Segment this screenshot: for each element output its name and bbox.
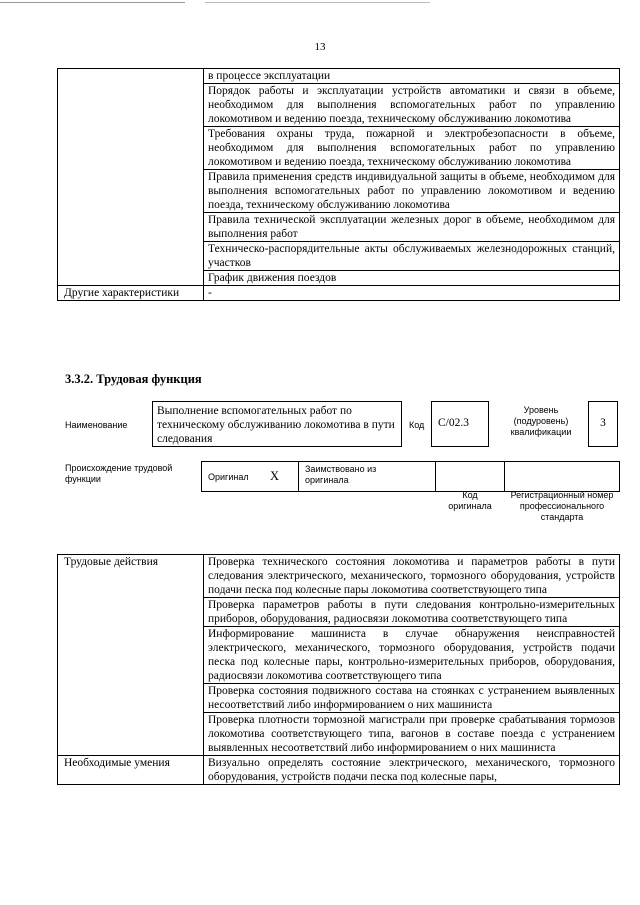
original-cell xyxy=(201,461,299,492)
level-box xyxy=(588,401,618,447)
function-name-value: Выполнение вспомогательных работ по техническому обслуживанию локомотива в пути следования xyxy=(157,405,395,445)
table-cell: - xyxy=(204,286,620,301)
table-cell: Правила применения средств индивидуальной защиты в объеме, необходимом для выполнения вспомогательных работ по управлению локомотивом и ведению поезда, техническому обслуживанию локомотива xyxy=(204,170,620,213)
table-cell: Проверка технического состояния локомотива и параметров работы в пути следования электрического, механического, тормозного оборудования, устройств подачи песка под колесные пары локомотива соответствующего типа xyxy=(204,555,620,598)
page-number: 13 xyxy=(314,41,326,53)
level-value: 3 xyxy=(600,417,606,429)
origin-code-caption: Код оригинала xyxy=(448,490,492,511)
row-label-empty xyxy=(58,69,204,286)
origin-label: Происхождение трудовой функции xyxy=(65,463,173,484)
origin-code-cell xyxy=(435,461,505,492)
borrowed-label: Заимствовано из оригинала xyxy=(305,464,377,485)
level-label: Уровень (подуровень) квалификации xyxy=(510,405,572,437)
table-cell: Визуально определять состояние электрического, механического, тормозного оборудования, устройств подачи песка под колесные пары, xyxy=(204,756,620,785)
reg-number-cell xyxy=(504,461,620,492)
code-label: Код xyxy=(409,420,425,430)
table-row xyxy=(58,555,620,598)
scan-edge-line xyxy=(0,2,185,3)
skills-label: Необходимые умения xyxy=(58,756,204,785)
table-cell: Порядок работы и эксплуатации устройств автоматики и связи в объеме, необходимом для выполнения вспомогательных работ по управлению локомотивом и ведению поезда, техническому обслуживанию локомотива xyxy=(204,84,620,127)
section-heading: 3.3.2. Трудовая функция xyxy=(65,372,202,386)
table-row xyxy=(58,756,620,785)
table-cell: Проверка параметров работы в пути следования контрольно-измерительных приборов, оборудования, радиосвязи локомотива соответствующего типа xyxy=(204,598,620,627)
original-label: Оригинал xyxy=(208,472,249,482)
table-cell: Правила технической эксплуатации железных дорог в объеме, необходимом для выполнения работ xyxy=(204,213,620,242)
table-cell: Проверка состояния подвижного состава на стоянках с устранением выявленных несоответствий либо информированием о них машиниста xyxy=(204,684,620,713)
labor-actions-label: Трудовые действия xyxy=(58,555,204,756)
labor-actions-table xyxy=(57,554,620,785)
knowledge-table-continued xyxy=(57,68,620,301)
table-cell: в процессе эксплуатации xyxy=(204,69,620,84)
table-cell: График движения поездов xyxy=(204,271,620,286)
table-cell: Требования охраны труда, пожарной и электробезопасности в объеме, необходимом для выполнения вспомогательных работ по управлению локомотивом и ведению поезда, техническому обслуживанию локомотива xyxy=(204,127,620,170)
code-box xyxy=(431,401,489,447)
reg-number-caption: Регистрационный номер профессионального стандарта xyxy=(510,490,614,522)
name-label: Наименование xyxy=(65,420,128,430)
table-cell: Информирование машиниста в случае обнаружения неисправностей электрического, механического, тормозного оборудования, устройств подачи песка под колесные пары, контрольно-измерительных приборов, оборудования, радиосвязи локомотива соответствующего типа xyxy=(204,627,620,684)
table-row xyxy=(58,286,620,301)
table-row xyxy=(58,69,620,84)
borrowed-cell xyxy=(298,461,436,492)
code-value: C/02.3 xyxy=(438,417,469,429)
table-cell: Техническо-распорядительные акты обслуживаемых железнодорожных станций, участков xyxy=(204,242,620,271)
function-name-box xyxy=(152,401,402,447)
table-cell: Проверка плотности тормозной магистрали при проверке срабатывания тормозов локомотива соответствующего типа, вагонов в составе поезда с устранением выявленных несоответствий либо информированием о них машиниста xyxy=(204,713,620,756)
other-characteristics-label: Другие характеристики xyxy=(58,286,204,301)
original-mark: X xyxy=(270,469,280,483)
scan-edge-line xyxy=(205,2,430,3)
